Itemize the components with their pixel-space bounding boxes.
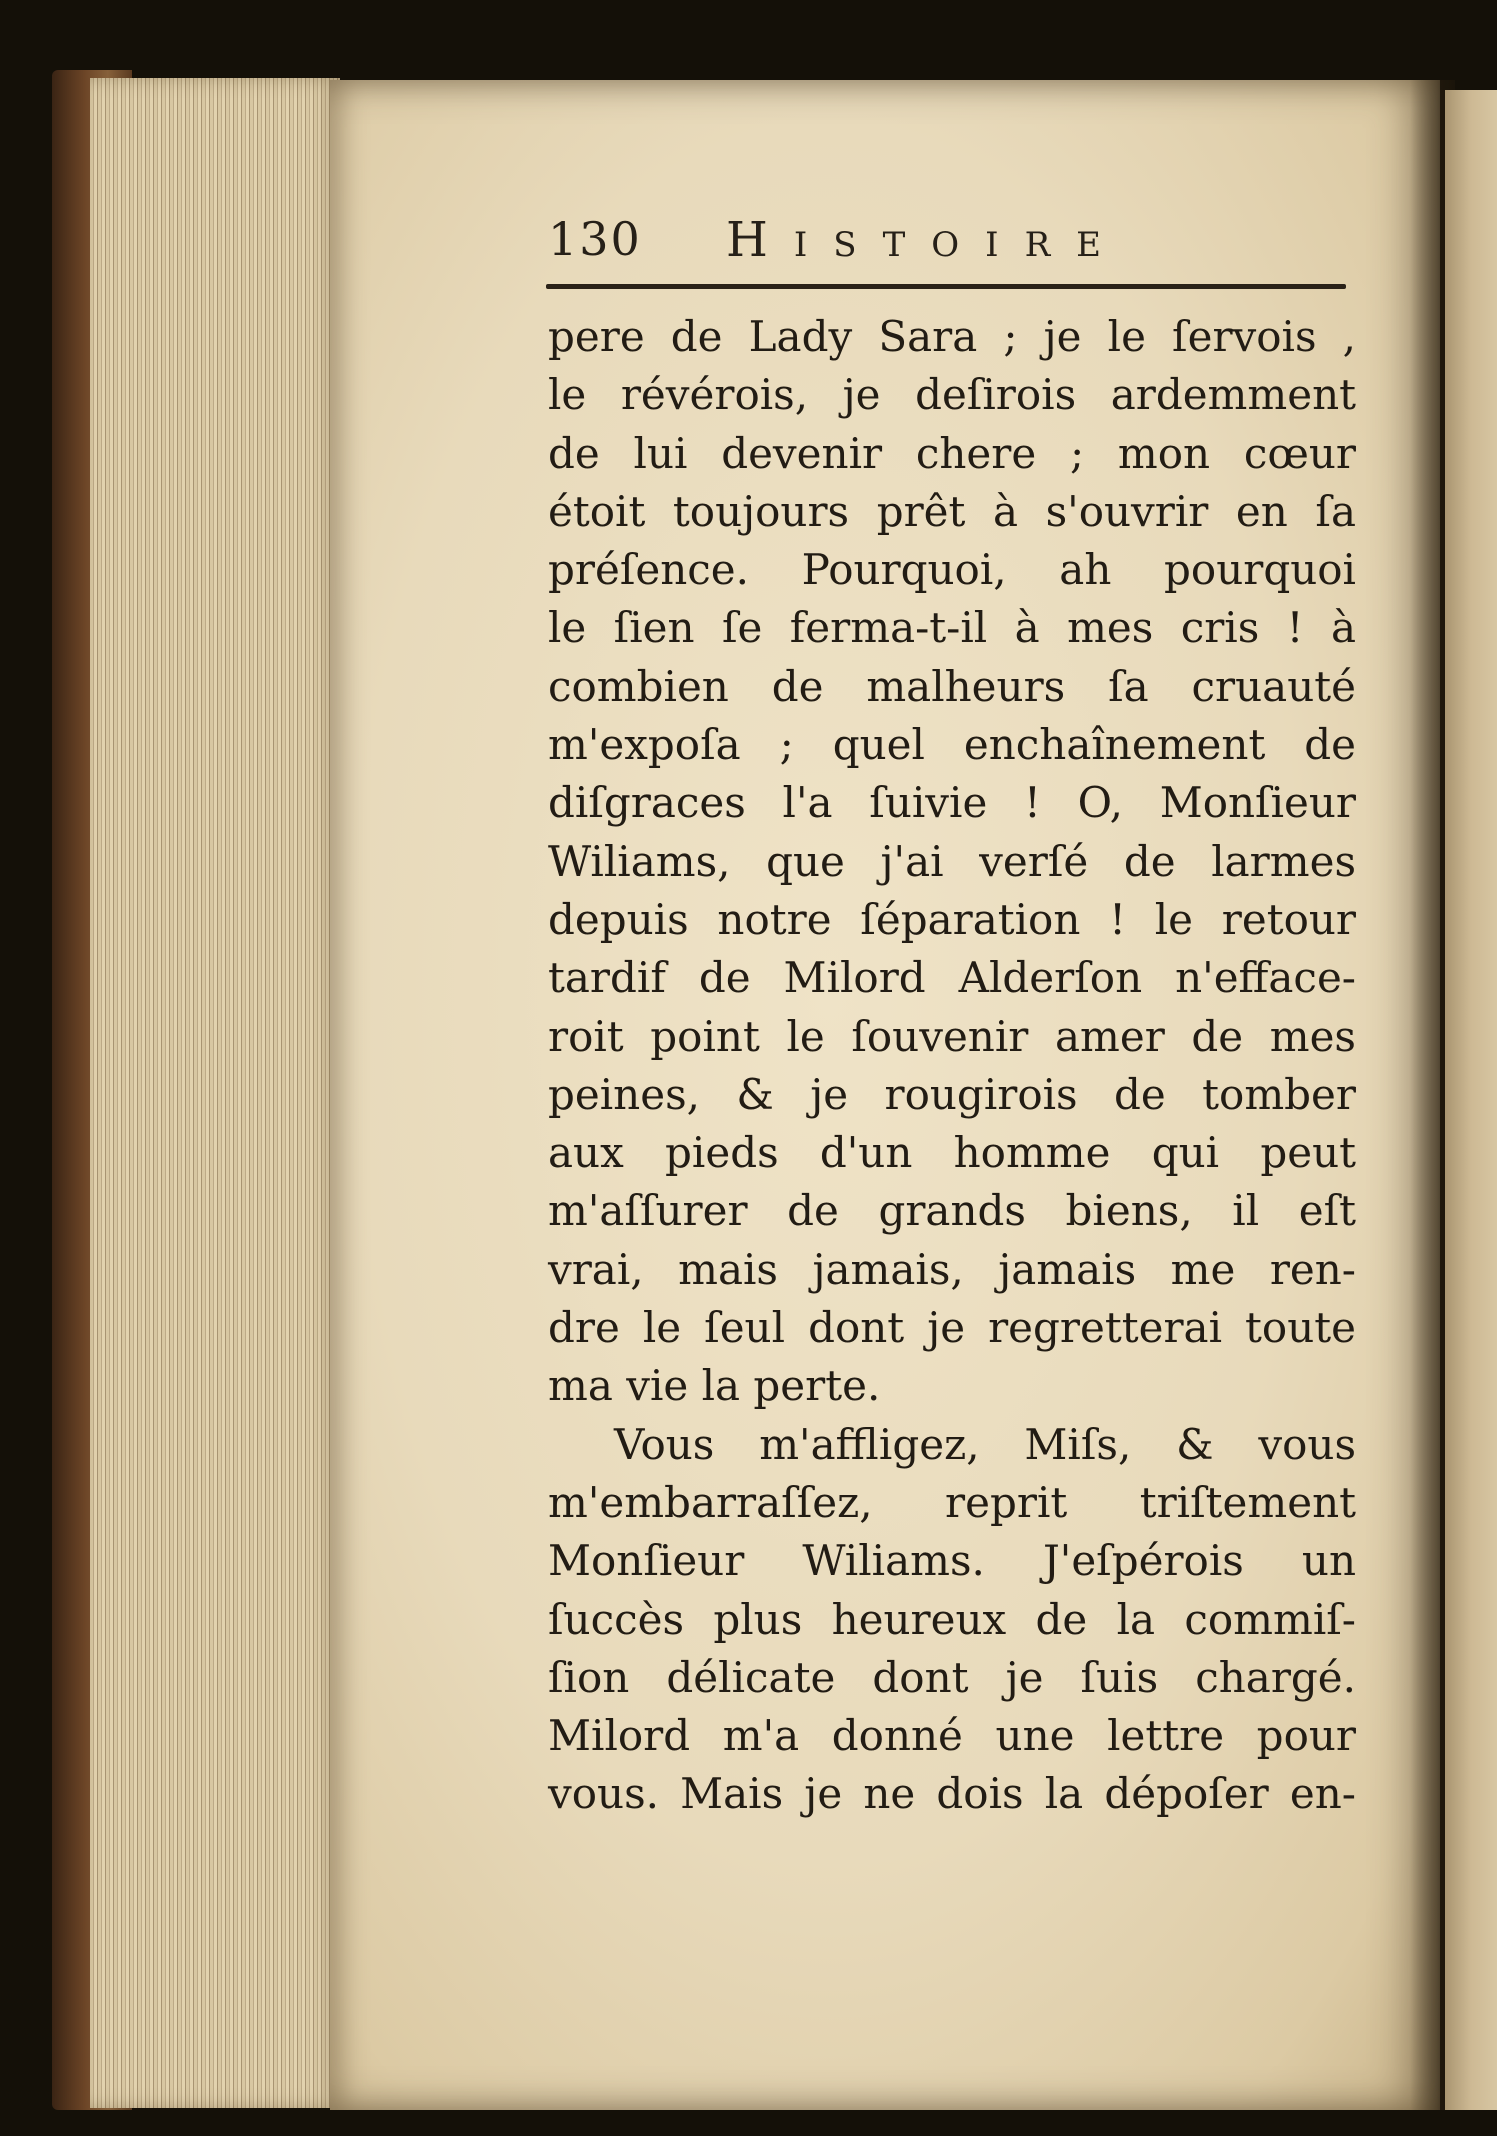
running-head: Histoire (726, 212, 1127, 268)
text-line: vous. Mais je ne dois la dépoſer en- (548, 1769, 1356, 1819)
text-line: aux pieds d'un homme qui peut (548, 1128, 1356, 1178)
text-line: m'aſſurer de grands biens, il eſt (548, 1186, 1356, 1236)
text-line: Milord m'a donné une lettre pour (548, 1711, 1356, 1761)
text-line: tardif de Milord Alderſon n'efface- (548, 953, 1356, 1003)
page-edges (90, 78, 340, 2108)
page-number: 130 (548, 212, 642, 266)
text-line: depuis notre ſéparation ! le retour (548, 894, 1356, 944)
text-line: ma vie la perte. (548, 1361, 881, 1411)
text-line: le révérois, je deſirois ardemment (548, 370, 1356, 420)
text-line: préſence. Pourquoi, ah pourquoi (548, 545, 1356, 595)
text-line: m'expoſa ; quel enchaînement de (548, 720, 1356, 770)
text-line: roit point le ſouvenir amer de mes (548, 1011, 1356, 1061)
text-line: ſuccès plus heureux de la commiſ- (548, 1594, 1356, 1644)
text-line: combien de malheurs ſa cruauté (548, 661, 1356, 711)
text-line: étoit toujours prêt à s'ouvrir en ſa (548, 486, 1356, 536)
text-line: Monſieur Wiliams. J'eſpérois un (548, 1536, 1356, 1586)
text-line: ſion délicate dont je ſuis chargé. (548, 1652, 1356, 1702)
text-line: diſgraces l'a ſuivie ! O, Monſieur (548, 778, 1356, 828)
text-line: peines, & je rougirois de tomber (548, 1069, 1356, 1119)
text-line: le ſien ſe ferma-t-il à mes cris ! à (548, 603, 1356, 653)
text-line: Wiliams, que j'ai verſé de larmes (548, 836, 1356, 886)
header-rule (546, 284, 1346, 289)
text-line: vrai, mais jamais, jamais me ren- (548, 1244, 1356, 1294)
text-line: de lui devenir chere ; mon cœur (548, 428, 1356, 478)
body-text (548, 308, 1356, 1824)
text-line: pere de Lady Sara ; je le ſervois , (548, 312, 1356, 361)
page-header (548, 212, 1348, 282)
text-line: dre le ſeul dont je regretterai toute (548, 1303, 1356, 1353)
text-line: m'embarraſſez, reprit triſtement (548, 1477, 1356, 1527)
facing-page-edge (1445, 90, 1497, 2110)
paragraph-start-line: Vous m'affligez, Miſs, & vous (614, 1419, 1356, 1469)
